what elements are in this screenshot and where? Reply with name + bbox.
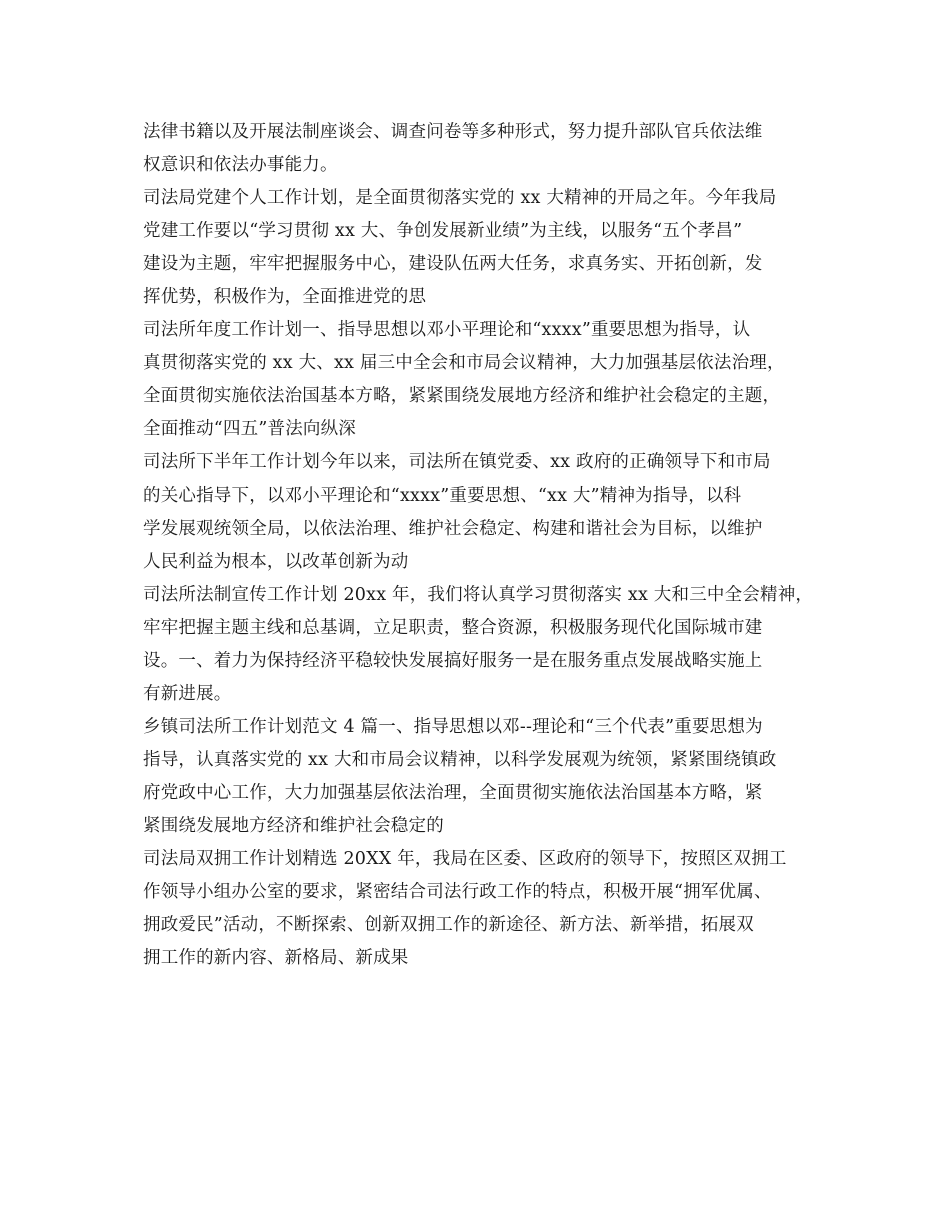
text-line: 建设为主题，牢牢把握服务中心，建设队伍两大任务，求真务实、开拓创新，发 <box>143 254 763 275</box>
document-body <box>143 117 833 976</box>
text-line: 指导，认真落实党的 xx 大和市局会议精神，以科学发展观为统领，紧紧围绕镇政 <box>143 749 777 770</box>
text-line: 有新进展。 <box>143 683 232 704</box>
text-line: 拥工作的新内容、新格局、新成果 <box>143 948 409 969</box>
text-line: 作领导小组办公室的要求，紧密结合司法行政工作的特点，积极开展“拥军优属、 <box>143 882 772 903</box>
text-line: 乡镇司法所工作计划范文 4 篇一、指导思想以邓--理论和“三个代表”重要思想为 <box>143 716 763 737</box>
text-line: 的关心指导下，以邓小平理论和“xxxx”重要思想、“xx 大”精神为指导，以科 <box>143 485 742 506</box>
text-line: 真贯彻落实党的 xx 大、xx 届三中全会和市局会议精神，大力加强基层依法治理， <box>143 353 785 374</box>
text-line: 司法所下半年工作计划今年以来，司法所在镇党委、xx 政府的正确领导下和市局 <box>143 452 771 473</box>
text-line: 学发展观统领全局，以依法治理、维护社会稳定、构建和谐社会为目标，以维护 <box>143 518 763 539</box>
paragraph-publicity-plan <box>143 580 833 710</box>
text-line: 全面推动“四五”普法向纵深 <box>143 419 356 440</box>
paragraph-legal-books <box>143 117 833 181</box>
text-line: 紧围绕发展地方经济和维护社会稳定的 <box>143 815 444 836</box>
paragraph-second-half-plan <box>143 447 833 577</box>
text-line: 司法所法制宣传工作计划 20xx 年，我们将认真学习贯彻落实 xx 大和三中全会精神， <box>143 584 814 605</box>
text-line: 府党政中心工作，大力加强基层依法治理，全面贯彻实施依法治国基本方略，紧 <box>143 782 763 803</box>
paragraph-annual-work-plan <box>143 315 833 445</box>
text-line: 司法局双拥工作计划精选 20XX 年，我局在区委、区政府的领导下，按照区双拥工 <box>143 849 787 870</box>
text-line: 司法局党建个人工作计划，是全面贯彻落实党的 xx 大精神的开局之年。今年我局 <box>143 188 777 209</box>
paragraph-double-support-plan <box>143 844 833 974</box>
paragraph-township-plan <box>143 712 833 842</box>
text-line: 挥优势，积极作为，全面推进党的思 <box>143 287 427 308</box>
text-line: 法律书籍以及开展法制座谈会、调查问卷等多种形式，努力提升部队官兵依法维 <box>143 122 763 142</box>
text-line: 司法所年度工作计划一、指导思想以邓小平理论和“xxxx”重要思想为指导，认 <box>143 320 751 341</box>
text-line: 牢牢把握主题主线和总基调，立足职责，整合资源，积极服务现代化国际城市建 <box>143 617 763 638</box>
text-line: 拥政爱民”活动，不断探索、创新双拥工作的新途径、新方法、新举措，拓展双 <box>143 915 754 936</box>
paragraph-party-building-plan <box>143 183 833 313</box>
text-line: 人民利益为根本，以改革创新为动 <box>143 551 409 572</box>
text-line: 权意识和依法办事能力。 <box>143 155 338 176</box>
text-line: 设。一、着力为保持经济平稳较快发展搞好服务一是在服务重点发展战略实施上 <box>143 650 763 671</box>
text-line: 党建工作要以“学习贯彻 xx 大、争创发展新业绩”为主线，以服务“五个孝昌” <box>143 221 743 242</box>
text-line: 全面贯彻实施依法治国基本方略，紧紧围绕发展地方经济和维护社会稳定的主题， <box>143 386 781 407</box>
